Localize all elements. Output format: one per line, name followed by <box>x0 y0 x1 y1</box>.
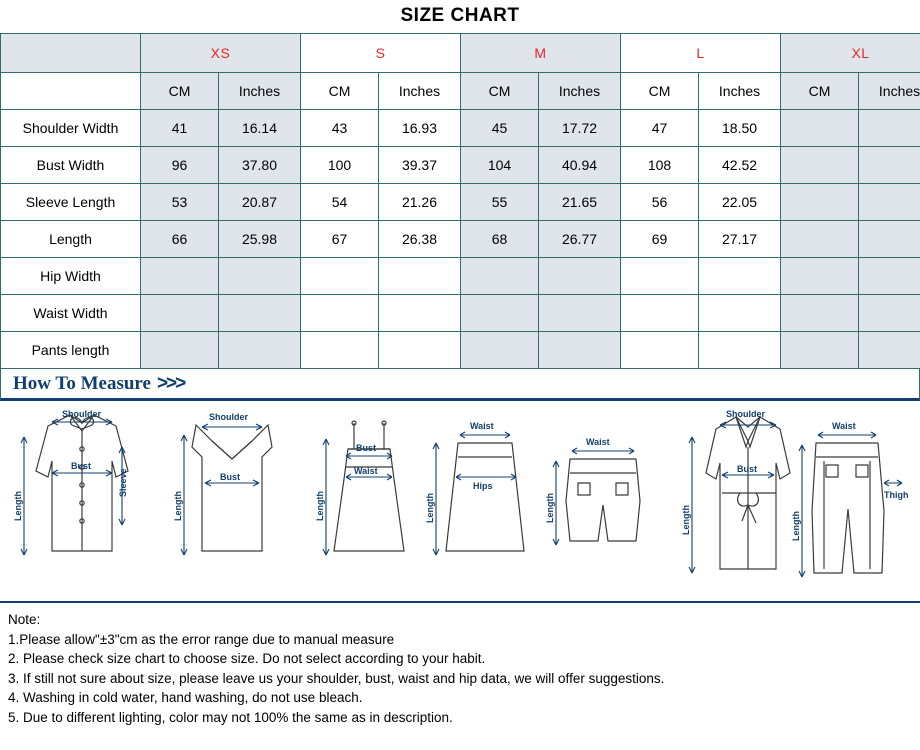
cell-pants-l-in <box>699 332 781 369</box>
cell-sleeve-xl-in <box>859 184 920 221</box>
cell-waist-xs-cm <box>141 295 219 332</box>
cell-sleeve-l-in: 22.05 <box>699 184 781 221</box>
cell-bust-l-in: 42.52 <box>699 147 781 184</box>
cell-length-m-cm: 68 <box>461 221 539 258</box>
size-header-l: L <box>621 34 781 73</box>
svg-text:Bust: Bust <box>356 443 376 453</box>
svg-text:Length: Length <box>13 491 23 521</box>
cell-bust-s-in: 39.37 <box>379 147 461 184</box>
figure-blouse <box>36 415 128 551</box>
svg-text:Shoulder: Shoulder <box>726 409 766 419</box>
table-row <box>1 295 920 332</box>
table-row <box>1 258 920 295</box>
cell-waist-xl-in <box>859 295 920 332</box>
note-line-1: 1.Please allow"±3"cm as the error range due to manual measure <box>8 631 395 647</box>
row-label-shoulder-width: Shoulder Width <box>1 110 141 147</box>
table-row <box>1 332 920 369</box>
svg-text:Shoulder: Shoulder <box>209 412 249 422</box>
cell-bust-xs-in: 37.80 <box>219 147 301 184</box>
cell-hip-xl-cm <box>781 258 859 295</box>
cell-sleeve-s-in: 21.26 <box>379 184 461 221</box>
cell-hip-s-in <box>379 258 461 295</box>
cell-bust-m-cm: 104 <box>461 147 539 184</box>
cell-shoulder-xs-cm: 41 <box>141 110 219 147</box>
svg-text:Hips: Hips <box>473 481 493 491</box>
cell-hip-xs-cm <box>141 258 219 295</box>
cell-pants-xs-in <box>219 332 301 369</box>
figure-skirt <box>446 443 524 551</box>
svg-text:Shoulder: Shoulder <box>62 409 102 419</box>
note-line-2: 2. Please check size chart to choose size. Do not select according to your habit. <box>8 651 486 666</box>
cell-hip-l-cm <box>621 258 699 295</box>
cell-hip-xs-in <box>219 258 301 295</box>
cell-sleeve-s-cm: 54 <box>301 184 379 221</box>
cell-length-s-in: 26.38 <box>379 221 461 258</box>
size-header-xl: XL <box>781 34 920 73</box>
cell-waist-s-in <box>379 295 461 332</box>
cell-waist-l-cm <box>621 295 699 332</box>
svg-text:Waist: Waist <box>354 466 378 476</box>
cell-bust-xl-in <box>859 147 920 184</box>
row-label-hip-width: Hip Width <box>1 258 141 295</box>
cell-hip-m-cm <box>461 258 539 295</box>
svg-text:Bust: Bust <box>71 461 91 471</box>
svg-text:Waist: Waist <box>586 437 610 447</box>
cell-hip-l-in <box>699 258 781 295</box>
svg-text:Length: Length <box>425 493 435 523</box>
cell-hip-m-in <box>539 258 621 295</box>
unit-xs-cm: CM <box>141 73 219 110</box>
svg-text:Length: Length <box>545 493 555 523</box>
cell-pants-s-cm <box>301 332 379 369</box>
row-label-pants-length: Pants length <box>1 332 141 369</box>
cell-waist-xs-in <box>219 295 301 332</box>
svg-text:Bust: Bust <box>220 472 240 482</box>
cell-sleeve-xs-cm: 53 <box>141 184 219 221</box>
cell-sleeve-m-in: 21.65 <box>539 184 621 221</box>
cell-pants-s-in <box>379 332 461 369</box>
cell-waist-s-cm <box>301 295 379 332</box>
corner-cell <box>1 34 141 73</box>
note-line-3: 3. If still not sure about size, please leave us your shoulder, bust, waist and hip data, we will offer suggestions. <box>8 670 665 686</box>
size-chart-table <box>0 33 920 369</box>
cell-bust-xl-cm <box>781 147 859 184</box>
cell-hip-s-cm <box>301 258 379 295</box>
cell-length-l-in: 27.17 <box>699 221 781 258</box>
figure-pants <box>812 443 884 573</box>
svg-text:Length: Length <box>791 511 801 541</box>
svg-text:Length: Length <box>681 505 691 535</box>
unit-xl-cm: CM <box>781 73 859 110</box>
unit-m-cm: CM <box>461 73 539 110</box>
cell-shoulder-m-cm: 45 <box>461 110 539 147</box>
cell-sleeve-m-cm: 55 <box>461 184 539 221</box>
notes-section <box>0 603 920 727</box>
how-to-measure-banner <box>0 369 920 401</box>
cell-waist-xl-cm <box>781 295 859 332</box>
cell-pants-m-cm <box>461 332 539 369</box>
cell-bust-l-cm: 108 <box>621 147 699 184</box>
cell-bust-m-in: 40.94 <box>539 147 621 184</box>
notes-heading: Note: <box>8 612 41 627</box>
row-label-length: Length <box>1 221 141 258</box>
size-header-s: S <box>301 34 461 73</box>
unit-l-in: Inches <box>699 73 781 110</box>
cell-length-xl-cm <box>781 221 859 258</box>
cell-length-m-in: 26.77 <box>539 221 621 258</box>
svg-text:Bust: Bust <box>737 464 757 474</box>
table-header-sizes <box>1 34 920 73</box>
cell-length-l-cm: 69 <box>621 221 699 258</box>
chevron-right-icon: >>> <box>156 372 185 394</box>
cell-pants-m-in <box>539 332 621 369</box>
svg-text:Length: Length <box>315 491 325 521</box>
page-title: SIZE CHART <box>400 5 520 26</box>
cell-length-xl-in <box>859 221 920 258</box>
unit-s-cm: CM <box>301 73 379 110</box>
unit-s-in: Inches <box>379 73 461 110</box>
unit-corner-cell <box>1 73 141 110</box>
cell-waist-m-in <box>539 295 621 332</box>
cell-bust-s-cm: 100 <box>301 147 379 184</box>
figures-illustration <box>0 401 920 601</box>
note-line-4: 4. Washing in cold water, hand washing, do not use bleach. <box>8 690 363 705</box>
cell-bust-xs-cm: 96 <box>141 147 219 184</box>
cell-length-xs-in: 25.98 <box>219 221 301 258</box>
cell-pants-xl-in <box>859 332 920 369</box>
cell-shoulder-xl-cm <box>781 110 859 147</box>
unit-m-in: Inches <box>539 73 621 110</box>
figure-shorts <box>566 459 640 541</box>
cell-pants-xs-cm <box>141 332 219 369</box>
cell-sleeve-xl-cm <box>781 184 859 221</box>
cell-shoulder-s-cm: 43 <box>301 110 379 147</box>
cell-shoulder-l-cm: 47 <box>621 110 699 147</box>
measurement-figures <box>0 401 920 603</box>
cell-shoulder-s-in: 16.93 <box>379 110 461 147</box>
table-header-units <box>1 73 920 110</box>
unit-l-cm: CM <box>621 73 699 110</box>
cell-waist-l-in <box>699 295 781 332</box>
row-label-sleeve-length: Sleeve Length <box>1 184 141 221</box>
cell-length-xs-cm: 66 <box>141 221 219 258</box>
row-label-bust-width: Bust Width <box>1 147 141 184</box>
cell-length-s-cm: 67 <box>301 221 379 258</box>
table-row <box>1 221 920 258</box>
figure-coat <box>706 417 790 569</box>
unit-xs-in: Inches <box>219 73 301 110</box>
cell-pants-xl-cm <box>781 332 859 369</box>
note-line-5: 5. Due to different lighting, color may not 100% the same as in description. <box>8 709 453 725</box>
cell-shoulder-m-in: 17.72 <box>539 110 621 147</box>
cell-shoulder-xl-in <box>859 110 920 147</box>
svg-text:Thigh: Thigh <box>884 490 909 500</box>
cell-sleeve-xs-in: 20.87 <box>219 184 301 221</box>
svg-text:Length: Length <box>173 491 183 521</box>
cell-hip-xl-in <box>859 258 920 295</box>
cell-shoulder-xs-in: 16.14 <box>219 110 301 147</box>
svg-text:Waist: Waist <box>470 421 494 431</box>
table-row <box>1 147 920 184</box>
how-to-measure-label: How To Measure <box>13 372 151 394</box>
size-header-m: M <box>461 34 621 73</box>
unit-xl-in: Inches <box>859 73 920 110</box>
table-row <box>1 184 920 221</box>
row-label-waist-width: Waist Width <box>1 295 141 332</box>
figure-camisole <box>192 425 272 551</box>
size-header-xs: XS <box>141 34 301 73</box>
table-row <box>1 110 920 147</box>
cell-shoulder-l-in: 18.50 <box>699 110 781 147</box>
figure-flare-dress <box>334 421 404 551</box>
svg-text:Sleeve: Sleeve <box>118 468 128 497</box>
cell-pants-l-cm <box>621 332 699 369</box>
cell-sleeve-l-cm: 56 <box>621 184 699 221</box>
cell-waist-m-cm <box>461 295 539 332</box>
svg-text:Waist: Waist <box>832 421 856 431</box>
